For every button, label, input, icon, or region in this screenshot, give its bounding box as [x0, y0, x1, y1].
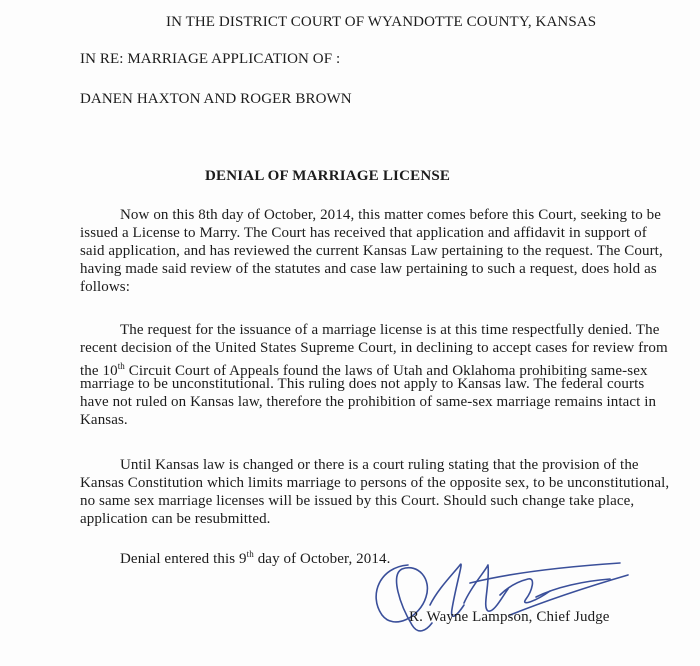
paragraph-2-line: Kansas. — [80, 412, 128, 428]
paragraph-2-line-start: the 10 — [80, 363, 118, 379]
ordinal-superscript: th — [246, 549, 254, 559]
paragraph-1-line: follows: — [80, 279, 130, 295]
paragraph-3-line: Kansas Constitution which limits marriage to persons of the opposite sex, to be unconstitutional, — [80, 475, 670, 491]
denial-entered-start: Denial entered this 9 — [120, 551, 247, 567]
denial-entered-end: day of October, 2014. — [253, 551, 391, 567]
paragraph-2-line: The request for the issuance of a marriage license is at this time respectfully denied. The — [120, 322, 660, 338]
in-re-line: IN RE: MARRIAGE APPLICATION OF : — [80, 51, 341, 67]
handwritten-signature — [360, 545, 640, 645]
ordinal-superscript: th — [117, 361, 125, 371]
paragraph-2-line-end: Circuit Court of Appeals found the laws of Utah and Oklahoma prohibiting same-sex — [124, 363, 648, 379]
parties-line: DANEN HAXTON AND ROGER BROWN — [80, 91, 352, 107]
paragraph-3-line: Until Kansas law is changed or there is a court ruling stating that the provision of the — [120, 457, 639, 473]
paragraph-3-line: application can be resubmitted. — [80, 511, 271, 527]
paragraph-1-line: having made said review of the statutes and case law pertaining to such a request, does hold as — [80, 261, 657, 277]
paragraph-2-line: have not ruled on Kansas law, therefore the prohibition of same-sex marriage remains intact in — [80, 394, 657, 410]
document-title: DENIAL OF MARRIAGE LICENSE — [205, 168, 451, 184]
paragraph-1-line: Now on this 8th day of October, 2014, this matter comes before this Court, seeking to be — [120, 207, 662, 223]
paragraph-1-line: issued a License to Marry. The Court has received that application and affidavit in support of — [80, 225, 647, 241]
denial-entered-line — [120, 545, 390, 568]
paragraph-1-line: said application, and has reviewed the current Kansas Law pertaining to the request. The Court, — [80, 243, 663, 259]
judge-signature-line: R. Wayne Lampson, Chief Judge — [409, 609, 610, 625]
paragraph-2-line: marriage to be unconstitutional. This ruling does not apply to Kansas law. The federal courts — [80, 376, 645, 392]
court-header: IN THE DISTRICT COURT OF WYANDOTTE COUNTY, KANSAS — [166, 14, 597, 30]
paragraph-2-line: recent decision of the United States Supreme Court, in declining to accept cases for review from — [80, 340, 668, 356]
paragraph-3-line: no same sex marriage licenses will be issued by this Court. Should such change take place, — [80, 493, 635, 509]
